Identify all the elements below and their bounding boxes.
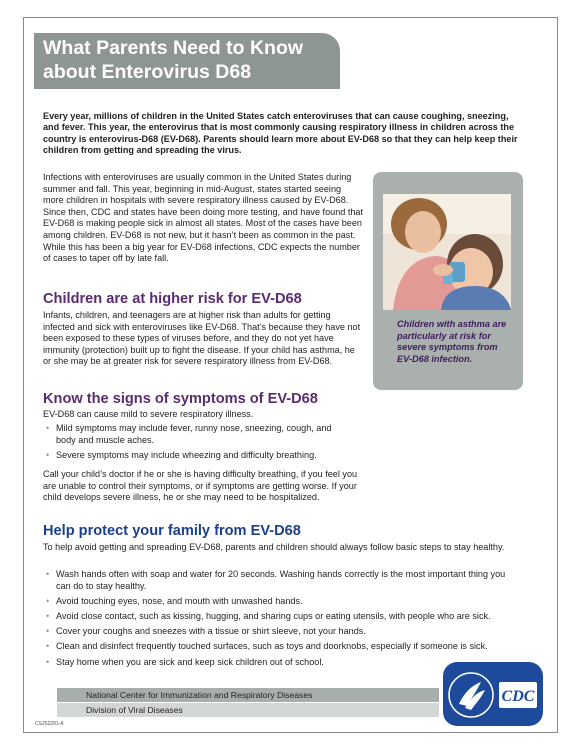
logo-text: CDC (501, 688, 535, 705)
document-code: CS252281-A (35, 721, 64, 727)
logo-graphic (443, 662, 543, 726)
sidebar-caption: Children with asthma are particularly at risk for severe symptoms from EV-D68 infection. (397, 319, 507, 364)
page-title (43, 36, 343, 84)
hhs-cdc-logo (443, 662, 543, 726)
list-item: • Clean and disinfect frequently touched surfaces, such as toys and doorknobs, especially if someone is sick. (43, 641, 518, 653)
section-heading-risk: Children are at higher risk for EV-D68 (43, 291, 302, 307)
list-item: • Wash hands often with soap and water for 20 seconds. Washing hands correctly is the most important thing you can do to stay healthy. (43, 569, 518, 592)
risk-paragraph: Infants, children, and teenagers are at higher risk than adults for getting infected and sick with enteroviruses like EV-D68. That’s because they have not been exposed to these types of viruses before, and they do not yet have immunity (protection) built up to fight the disease. If your child has asthma, he or she may be at greater risk for severe respiratory illness from EV-D68. (43, 310, 361, 367)
protect-lead: To help avoid getting and spreading EV-D68, parents and children should always follow basic steps to stay healthy. (43, 542, 505, 552)
title-line-1: What Parents Need to Know (43, 37, 304, 59)
section-heading-symptoms: Know the signs of symptoms of EV-D68 (43, 391, 318, 407)
list-item: • Avoid close contact, such as kissing, hugging, and sharing cups or eating utensils, with people who are sick. (43, 611, 518, 623)
title-line-2: about Enterovirus D68 (43, 61, 252, 83)
list-item: • Stay home when you are sick and keep sick children out of school. (43, 657, 518, 669)
list-item: • Mild symptoms may include fever, runny nose, sneezing, cough, and body and muscle aches. (43, 423, 353, 446)
protect-list (43, 569, 518, 672)
symptoms-list (43, 423, 353, 465)
list-item: • Severe symptoms may include wheezing and difficulty breathing. (43, 450, 353, 462)
list-item: • Avoid touching eyes, nose, and mouth with unwashed hands. (43, 596, 518, 608)
intro-paragraph: Every year, millions of children in the United States catch enteroviruses that can cause coughing, sneezing, and fever. This year, the enterovirus that is most commonly causing respiratory illness in children across the country is enterovirus-D68 (EV-D68). Parents should learn more about EV-D68 so that they can help keep their children from getting and spreading the virus. (43, 111, 518, 156)
child-inhaler-photo (383, 194, 511, 310)
list-item: • Cover your coughs and sneezes with a tissue or shirt sleeve, not your hands. (43, 626, 518, 638)
section-heading-protect: Help protect your family from EV-D68 (43, 523, 301, 539)
symptoms-lead: EV-D68 can cause mild to severe respiratory illness. (43, 409, 254, 419)
footer-division-name: Division of Viral Diseases (86, 705, 183, 715)
footer-center-name: National Center for Immunization and Respiratory Diseases (86, 690, 313, 700)
symptoms-paragraph: Call your child’s doctor if he or she is having difficulty breathing, if you feel you are unable to control their symptoms, or if symptoms are getting worse. If your child develops severe illness, he or she may need to be hospitalized. (43, 469, 358, 503)
photo-illustration (383, 194, 511, 310)
overview-paragraph: Infections with enteroviruses are usually common in the United States during summer and fall. This year, beginning in mid-August, states started seeing more children in hospitals with severe respiratory illness caused by EV-D68. Since then, CDC and states have been doing more testing, and have found that EV-D68 is making people sick in almost all states. Most of the cases have been among children. EV-D68 is not new, but it hasn’t been as common in the past. While this has been a big year for EV-D68 infections, CDC expects the number of cases to taper off by late fall. (43, 172, 364, 264)
